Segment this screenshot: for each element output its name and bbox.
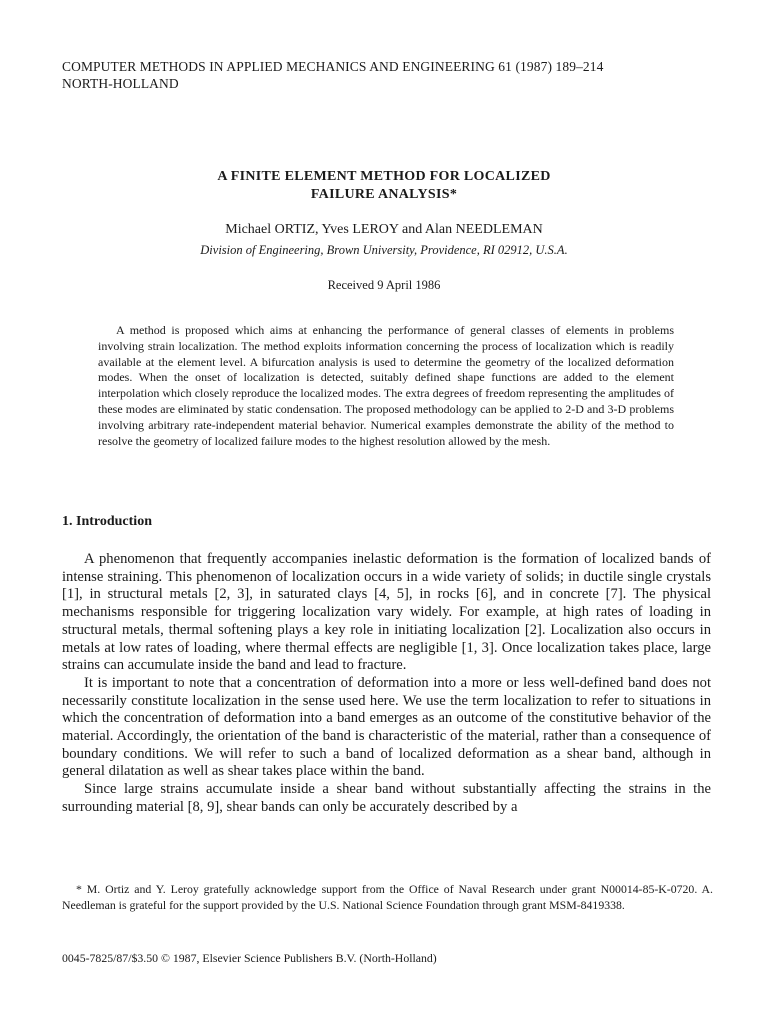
paper-title <box>0 168 768 204</box>
section-heading: 1. Introduction <box>62 514 152 529</box>
abstract: A method is proposed which aims at enhancing the performance of general classes of elements in problems involving strain localization. The method exploits information concerning the process of localization which is readily available at the element level. A bifurcation analysis is used to determine the geometry of the localized deformation modes. When the onset of localization is detected, suitably defined shape functions are added to the element interpolation which closely reproduce the localized modes. The extra degrees of freedom representing the amplitudes of these modes are eliminated by static condensation. The proposed methodology can be applied to 2-D and 3-D problems involving arbitrary rate-independent material behavior. Numerical examples demonstrate the ability of the method to resolve the geometry of localized failure modes to the highest resolution allowed by the mesh. <box>98 323 674 448</box>
journal-header <box>62 58 603 92</box>
author-affiliation: Division of Engineering, Brown University, Providence, RI 02912, U.S.A. <box>200 243 568 257</box>
body-text <box>62 551 711 817</box>
publisher-name: NORTH-HOLLAND <box>62 76 179 91</box>
received-date: Received 9 April 1986 <box>327 278 441 292</box>
copyright-line: 0045-7825/87/$3.50 © 1987, Elsevier Science Publishers B.V. (North-Holland) <box>62 951 437 965</box>
title-block <box>0 168 768 294</box>
journal-citation: COMPUTER METHODS IN APPLIED MECHANICS AND ENGINEERING 61 (1987) 189–214 <box>62 59 604 74</box>
paragraph-1: A phenomenon that frequently accompanies inelastic deformation is the formation of localized bands of intense straining. This phenomenon of localization occurs in a wide variety of solids; in ductile single crystals [1], in structural metals [2, 3], in saturated clays [4, 5], in rocks [6], and in concrete [7]. The physical mechanisms responsible for triggering localization vary widely. For example, at high rates of loading in structural metals, thermal softening plays a key role in initiating localization [2]. Localization also occurs in metals at low rates of loading, where thermal effects are negligible [1, 3]. Once localization takes place, large strains can accumulate inside the band and lead to fracture. <box>62 551 711 674</box>
footnote: * M. Ortiz and Y. Leroy gratefully acknowledge support from the Office of Naval Research under grant N00014-85-K-0720. A. Needleman is grateful for the support provided by the U.S. National Science Foundation through grant MSM-8419338. <box>62 882 713 912</box>
paragraph-2: It is important to note that a concentration of deformation into a more or less well-defined band does not necessarily constitute localization in the sense used here. We use the term localization to refer to situations in which the concentration of deformation into a band emerges as an outcome of the constitutive behavior of the material. Accordingly, the orientation of the band is characteristic of the material, rather than a consequence of boundary conditions. We will refer to such a band of localized deformation as a shear band, although in general dilatation as well as shear takes place within the band. <box>62 674 711 780</box>
paper-title-line2: FAILURE ANALYSIS* <box>310 187 458 202</box>
paper-authors: Michael ORTIZ, Yves LEROY and Alan NEEDLEMAN <box>225 222 543 237</box>
paragraph-3: Since large strains accumulate inside a shear band without substantially affecting the strains in the surrounding material [8, 9], shear bands can only be accurately described by a <box>62 781 711 815</box>
paper-title-line1: A FINITE ELEMENT METHOD FOR LOCALIZED <box>217 169 551 184</box>
